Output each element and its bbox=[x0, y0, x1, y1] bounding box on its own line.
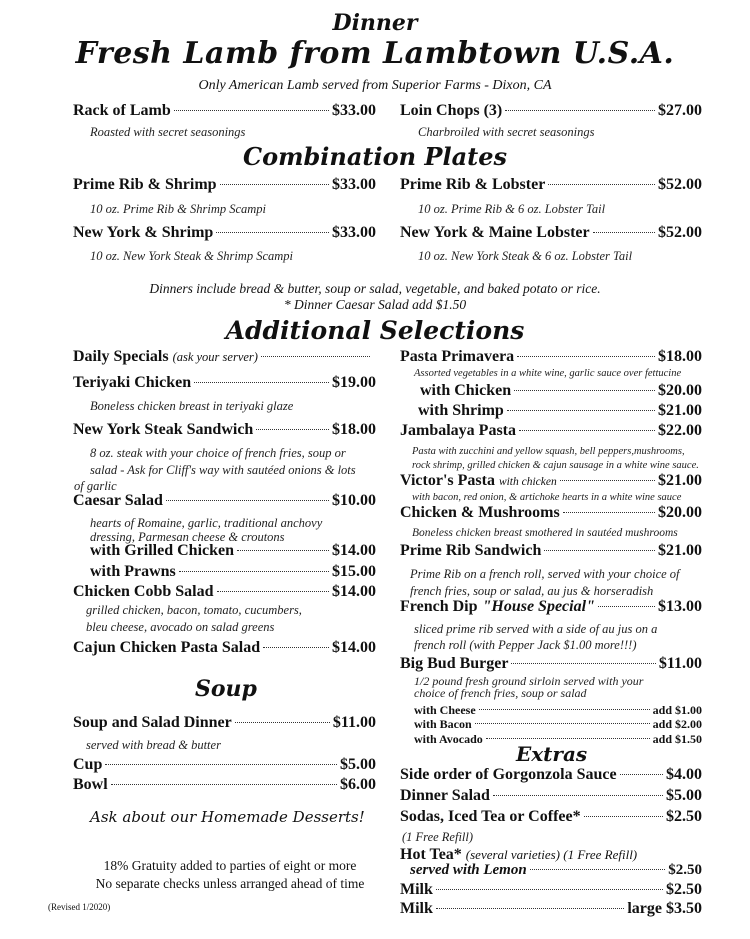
item-price: $14.00 bbox=[332, 583, 376, 600]
menu-item-caesar-salad bbox=[73, 492, 376, 514]
item-description: 10 oz. Prime Rib & Shrimp Scampi bbox=[90, 202, 267, 216]
dinner-heading: Dinner bbox=[332, 10, 418, 36]
menu-item-primavera-shrimp bbox=[418, 402, 702, 424]
item-name: Dinner Salad bbox=[400, 787, 490, 804]
dot-leader bbox=[560, 480, 655, 481]
item-description: french fries, soup or salad, au jus & horseradish bbox=[410, 584, 654, 598]
dot-leader bbox=[436, 889, 663, 890]
item-description: Charbroiled with secret seasonings bbox=[418, 125, 595, 139]
dot-leader bbox=[166, 500, 329, 501]
item-name: Prime Rib Sandwich bbox=[400, 542, 542, 559]
item-name: with Chicken bbox=[420, 382, 512, 399]
item-price: $27.00 bbox=[658, 102, 702, 119]
item-name: Big Bud Burger bbox=[400, 655, 509, 672]
item-name: with Bacon bbox=[414, 717, 472, 731]
item-price: $2.50 bbox=[666, 808, 702, 825]
item-price: $52.00 bbox=[658, 224, 702, 241]
menu-item-teriyaki-chicken bbox=[73, 374, 376, 396]
item-price: $21.00 bbox=[658, 542, 702, 559]
item-name: French Dip bbox=[400, 598, 478, 615]
dot-leader bbox=[584, 816, 663, 817]
item-name: with Shrimp bbox=[418, 402, 504, 419]
menu-item-rack-of-lamb bbox=[73, 102, 376, 124]
item-description: french roll (with Pepper Jack $1.00 more!!!) bbox=[414, 638, 637, 652]
item-name: Prime Rib & Lobster bbox=[400, 176, 546, 193]
section-title-additional: Additional Selections bbox=[225, 316, 525, 345]
menu-item-new-york-steak-sandwich bbox=[73, 421, 376, 443]
menu-item-primavera-chicken bbox=[420, 382, 702, 404]
item-name: Milk bbox=[400, 881, 433, 898]
menu-item-cup bbox=[73, 756, 376, 778]
dot-leader bbox=[217, 591, 330, 592]
dot-leader bbox=[263, 647, 329, 648]
item-name: Loin Chops (3) bbox=[400, 102, 503, 119]
item-note: (several varieties) (1 Free Refill) bbox=[465, 847, 638, 862]
item-description: Boneless chicken breast smothered in sautéed mushrooms bbox=[412, 527, 678, 539]
menu-item-bowl bbox=[73, 776, 376, 798]
menu-item-soup-salad-dinner bbox=[73, 714, 376, 736]
menu-subtitle: Only American Lamb served from Superior Farms - Dixon, CA bbox=[198, 78, 552, 93]
item-description: 1/2 pound fresh ground sirloin served with your bbox=[414, 674, 644, 688]
item-name: Daily Specials bbox=[73, 348, 169, 365]
item-price: $5.00 bbox=[666, 787, 702, 804]
dot-leader bbox=[598, 606, 655, 607]
item-name: Pasta Primavera bbox=[400, 348, 515, 365]
item-name: New York & Maine Lobster bbox=[400, 224, 590, 241]
item-description: 10 oz. Prime Rib & 6 oz. Lobster Tail bbox=[418, 202, 606, 216]
menu-item-jambalaya bbox=[400, 422, 702, 444]
item-price: $13.00 bbox=[658, 598, 702, 615]
dot-leader bbox=[256, 429, 329, 430]
item-name: served with Lemon bbox=[410, 862, 527, 878]
item-name: Chicken Cobb Salad bbox=[73, 583, 214, 600]
dot-leader bbox=[493, 795, 663, 796]
item-price: $10.00 bbox=[332, 492, 376, 509]
item-description: 8 oz. steak with your choice of french fries, soup or bbox=[90, 446, 346, 460]
section-title-combination: Combination Plates bbox=[243, 142, 507, 171]
item-description: 10 oz. New York Steak & Shrimp Scampi bbox=[90, 249, 294, 263]
dot-leader bbox=[519, 430, 655, 431]
dot-leader bbox=[563, 512, 655, 513]
menu-item-chicken-mushrooms bbox=[400, 504, 702, 526]
item-price: $14.00 bbox=[332, 639, 376, 656]
dot-leader bbox=[220, 184, 329, 185]
menu-item-prime-rib-shrimp bbox=[73, 176, 376, 198]
item-name: Victor's Pasta bbox=[400, 472, 495, 489]
section-title-extras: Extras bbox=[516, 742, 588, 766]
menu-title: Fresh Lamb from Lambtown U.S.A. bbox=[75, 36, 675, 71]
dot-leader bbox=[507, 410, 655, 411]
menu-item-cajun-pasta-salad bbox=[73, 639, 376, 661]
dot-leader bbox=[194, 382, 329, 383]
dot-leader bbox=[479, 709, 650, 710]
dot-leader bbox=[514, 390, 655, 391]
dot-leader bbox=[593, 232, 655, 233]
caesar-addon-note: * Dinner Caesar Salad add $1.50 bbox=[283, 297, 467, 312]
item-price: $18.00 bbox=[658, 348, 702, 365]
dot-leader bbox=[111, 784, 337, 785]
item-description: hearts of Romaine, garlic, traditional anchovy bbox=[90, 516, 323, 530]
item-name: Soup and Salad Dinner bbox=[73, 714, 232, 731]
item-description: salad - Ask for Cliff's way with sautéed onions & lots bbox=[90, 463, 356, 477]
item-price: $14.00 bbox=[332, 542, 376, 559]
dot-leader bbox=[216, 232, 329, 233]
item-price: $4.00 bbox=[666, 766, 702, 783]
item-name: Side order of Gorgonzola Sauce bbox=[400, 766, 617, 783]
item-name: Hot Tea* bbox=[400, 846, 462, 863]
dot-leader bbox=[486, 738, 650, 739]
menu-item-loin-chops bbox=[400, 102, 702, 124]
menu-item-daily-specials bbox=[73, 348, 373, 370]
item-price: $20.00 bbox=[658, 382, 702, 399]
menu-item-prime-rib-sandwich bbox=[400, 542, 702, 564]
dot-leader bbox=[105, 764, 337, 765]
dot-leader bbox=[530, 869, 666, 870]
item-name: Prime Rib & Shrimp bbox=[73, 176, 217, 193]
item-name: Sodas, Iced Tea or Coffee* bbox=[400, 808, 581, 825]
item-name: with Cheese bbox=[414, 703, 476, 717]
item-note: with chicken bbox=[498, 476, 557, 488]
dot-leader bbox=[237, 550, 329, 551]
item-name: Caesar Salad bbox=[73, 492, 163, 509]
dot-leader bbox=[517, 356, 655, 357]
item-price: $11.00 bbox=[658, 655, 702, 672]
item-price: add $1.00 bbox=[652, 703, 702, 717]
menu-item-french-dip bbox=[400, 598, 702, 620]
menu-item-sodas bbox=[400, 808, 702, 830]
dot-leader bbox=[174, 110, 329, 111]
item-name: Cup bbox=[73, 756, 103, 773]
item-description: grilled chicken, bacon, tomato, cucumbers, bbox=[86, 603, 302, 617]
item-note: (1 Free Refill) bbox=[402, 830, 474, 844]
item-price: add $1.50 bbox=[652, 732, 702, 746]
desserts-note: Ask about our Homemade Desserts! bbox=[90, 808, 365, 826]
item-special: "House Special" bbox=[482, 598, 595, 615]
item-description: Prime Rib on a french roll, served with your choice of bbox=[410, 567, 680, 581]
dot-leader bbox=[235, 722, 330, 723]
item-description: choice of french fries, soup or salad bbox=[414, 686, 587, 700]
item-name: New York Steak Sandwich bbox=[73, 421, 254, 438]
item-name: Bowl bbox=[73, 776, 108, 793]
item-price: $5.00 bbox=[340, 756, 376, 773]
menu-item-new-york-lobster bbox=[400, 224, 702, 246]
section-title-soup: Soup bbox=[195, 676, 257, 702]
dinner-includes-note: Dinners include bread & butter, soup or salad, vegetable, and baked potato or rice. bbox=[149, 281, 601, 296]
item-description: of garlic bbox=[74, 479, 117, 493]
dot-leader bbox=[511, 663, 655, 664]
item-description: Pasta with zucchini and yellow squash, bell peppers,mushrooms, bbox=[412, 446, 685, 457]
item-name: with Grilled Chicken bbox=[90, 542, 235, 559]
menu-item-gorgonzola bbox=[400, 766, 702, 788]
item-price: $33.00 bbox=[332, 224, 376, 241]
menu-item-prime-rib-lobster bbox=[400, 176, 702, 198]
dot-leader bbox=[548, 184, 655, 185]
item-name: Milk bbox=[400, 900, 433, 917]
item-description: Roasted with secret seasonings bbox=[90, 125, 246, 139]
item-description: bleu cheese, avocado on salad greens bbox=[86, 620, 275, 634]
item-price: $21.00 bbox=[658, 472, 702, 489]
item-price: $22.00 bbox=[658, 422, 702, 439]
item-description: Assorted vegetables in a white wine, garlic sauce over fettucine bbox=[414, 368, 682, 379]
item-name: with Prawns bbox=[90, 563, 176, 580]
item-name: New York & Shrimp bbox=[73, 224, 214, 241]
revised-date: (Revised 1/2020) bbox=[48, 902, 111, 912]
gratuity-note: 18% Gratuity added to parties of eight or more bbox=[103, 858, 357, 873]
dot-leader bbox=[505, 110, 655, 111]
menu-item-dinner-salad bbox=[400, 787, 702, 809]
item-description: served with bread & butter bbox=[86, 738, 221, 752]
dot-leader bbox=[475, 723, 650, 724]
item-price: large $3.50 bbox=[627, 900, 702, 917]
item-name: Jambalaya Pasta bbox=[400, 422, 516, 439]
menu-item-new-york-shrimp bbox=[73, 224, 376, 246]
item-name: Teriyaki Chicken bbox=[73, 374, 192, 391]
item-price: $2.50 bbox=[666, 881, 702, 898]
item-price: $52.00 bbox=[658, 176, 702, 193]
item-price: $15.00 bbox=[332, 563, 376, 580]
menu-item-pasta-primavera bbox=[400, 348, 702, 370]
dot-leader bbox=[620, 774, 663, 775]
dot-leader bbox=[436, 908, 624, 909]
item-price: $19.00 bbox=[332, 374, 376, 391]
menu-item-prawns bbox=[90, 563, 376, 585]
menu-item-grilled-chicken bbox=[90, 542, 376, 564]
item-name: Cajun Chicken Pasta Salad bbox=[73, 639, 261, 656]
item-name: with Avocado bbox=[414, 732, 483, 746]
item-name: Rack of Lamb bbox=[73, 102, 171, 119]
item-description: rock shrimp, grilled chicken & cajun sausage in a white wine sauce. bbox=[412, 460, 699, 471]
item-price: $20.00 bbox=[658, 504, 702, 521]
item-price: $33.00 bbox=[332, 176, 376, 193]
item-price: $21.00 bbox=[658, 402, 702, 419]
item-price: $6.00 bbox=[340, 776, 376, 793]
item-description: with bacon, red onion, & artichoke hearts in a white wine sauce bbox=[412, 492, 682, 503]
menu-item-milk-large bbox=[400, 900, 702, 922]
item-description: dressing, Parmesan cheese & croutons bbox=[90, 530, 285, 544]
dot-leader bbox=[179, 571, 329, 572]
item-price: $11.00 bbox=[332, 714, 376, 731]
item-price: $18.00 bbox=[332, 421, 376, 438]
item-description: 10 oz. New York Steak & 6 oz. Lobster Tail bbox=[418, 249, 633, 263]
item-price: add $2.00 bbox=[652, 717, 702, 731]
separate-checks-note: No separate checks unless arranged ahead of time bbox=[95, 876, 365, 891]
menu-item-victors-pasta bbox=[400, 472, 702, 494]
dot-leader bbox=[544, 550, 655, 551]
dot-leader bbox=[261, 356, 370, 357]
item-price: $2.50 bbox=[668, 862, 702, 878]
item-price: $33.00 bbox=[332, 102, 376, 119]
menu-item-cobb-salad bbox=[73, 583, 376, 605]
item-name: Chicken & Mushrooms bbox=[400, 504, 560, 521]
item-description: sliced prime rib served with a side of au jus on a bbox=[414, 622, 658, 636]
item-note: (ask your server) bbox=[172, 350, 258, 364]
item-description: Boneless chicken breast in teriyaki glaze bbox=[90, 399, 294, 413]
